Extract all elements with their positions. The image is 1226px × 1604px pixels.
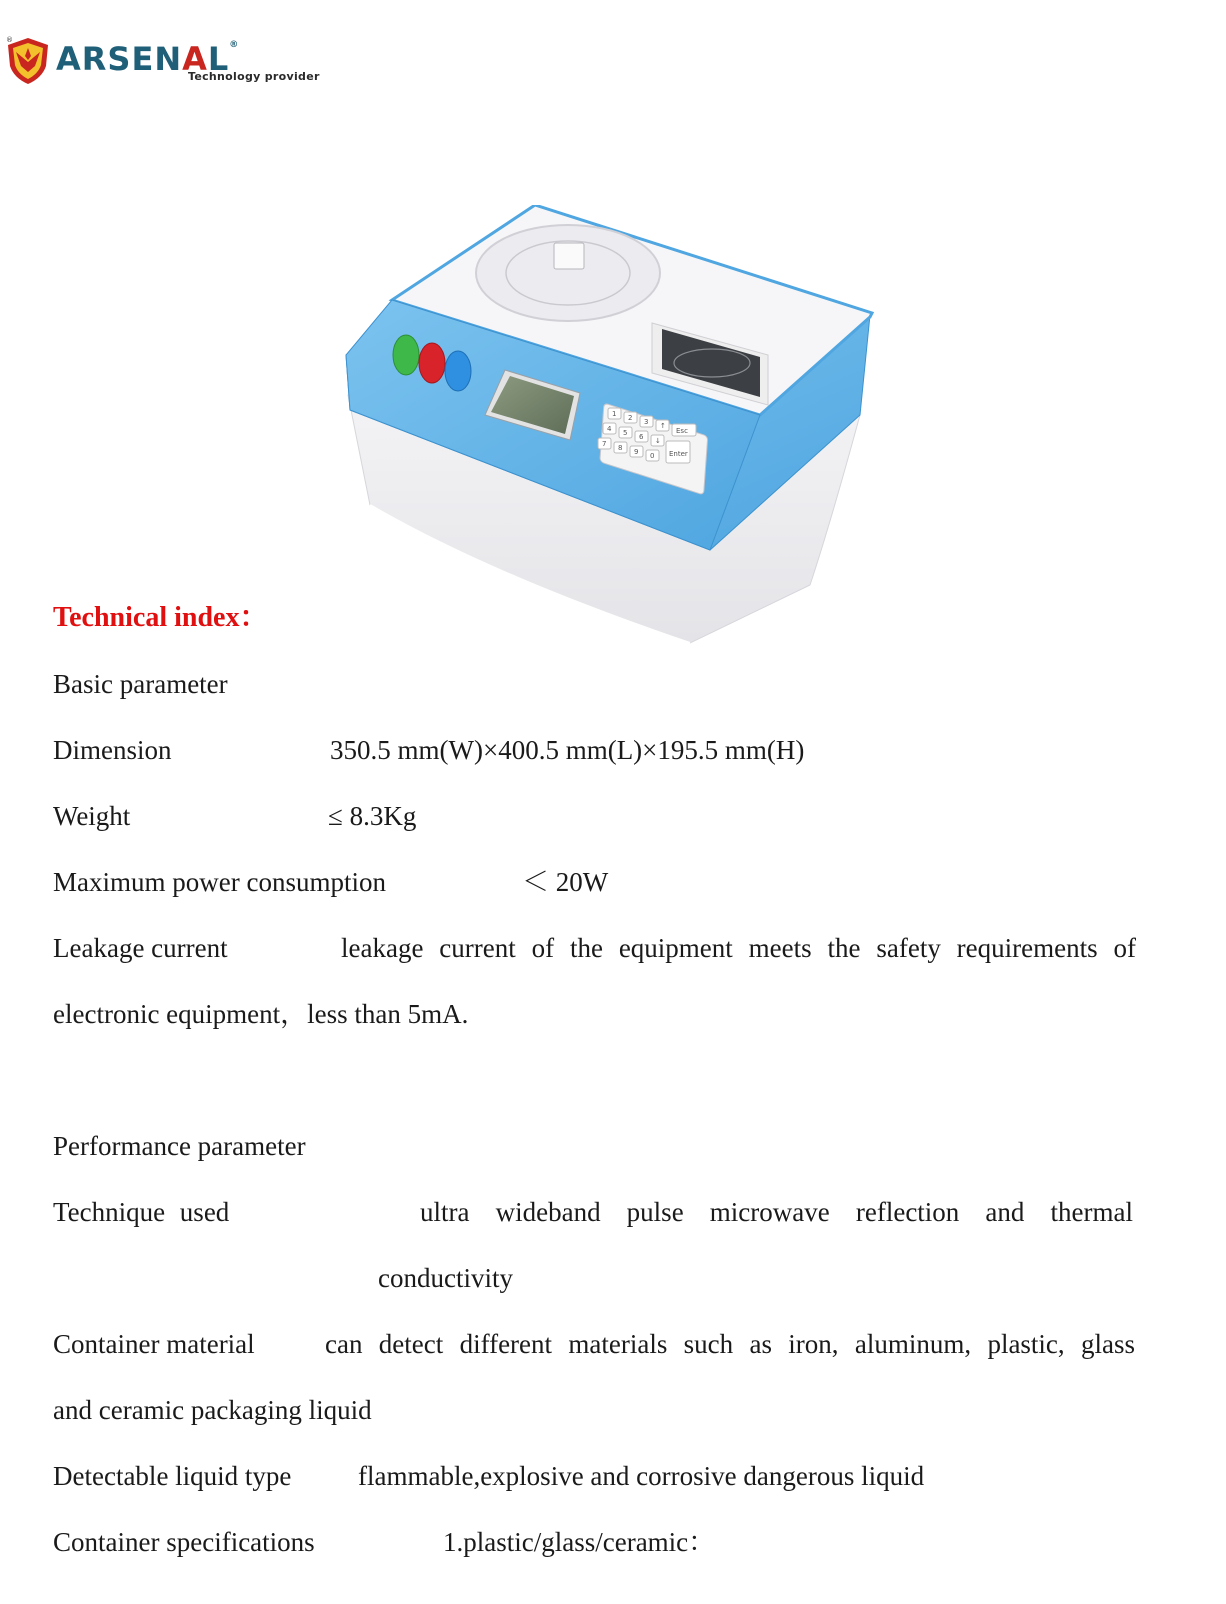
keypad-key-1 — [608, 408, 621, 419]
container-spec-value: 1.plastic/glass/ceramic： — [443, 1527, 716, 1557]
power-value: ＜ 20W — [522, 867, 609, 897]
keypad-key-label: 8 — [618, 444, 623, 452]
keypad-key-label: 9 — [634, 448, 639, 456]
weight-value: ≤ 8.3Kg — [328, 801, 417, 831]
keypad-key-esc — [672, 424, 696, 436]
leakage-value-line2: electronic equipment，less than 5mA. — [53, 999, 469, 1029]
keypad-key-label: 5 — [623, 429, 628, 437]
performance-parameter-title: Performance parameter — [53, 1131, 306, 1161]
keypad-key-3 — [640, 416, 653, 427]
keypad-key-label: Esc — [676, 427, 688, 435]
container-material-value-line2: and ceramic packaging liquid — [53, 1395, 372, 1425]
keypad-key-label: ↑ — [660, 422, 666, 430]
keypad-key-up — [656, 420, 669, 431]
keypad-key-5 — [619, 427, 632, 438]
leakage-label: Leakage current — [53, 933, 228, 963]
brand-name-part1: ARSEN — [56, 40, 183, 78]
keypad-key-6 — [635, 431, 648, 442]
keypad-key-enter — [666, 441, 690, 463]
dimension-label: Dimension — [53, 735, 172, 765]
keypad-key-label: 1 — [612, 410, 617, 418]
technique-value-line1: ultra wideband pulse microwave reflection and thermal — [420, 1197, 1133, 1227]
technique-label: Technique used — [53, 1197, 230, 1227]
keypad-key-label: 2 — [628, 414, 633, 422]
keypad-key-label: 0 — [650, 452, 655, 460]
liquid-type-label: Detectable liquid type — [53, 1461, 292, 1491]
technique-value-line2: conductivity — [378, 1263, 513, 1293]
brand-name-part3: L — [207, 40, 230, 78]
leakage-value-line1: leakage current of the equipment meets the safety requirements of — [341, 933, 1136, 963]
keypad-key-8 — [614, 442, 627, 453]
liquid-type-value: flammable,explosive and corrosive dangerous liquid — [358, 1461, 925, 1491]
logo-registered-mark: ® — [6, 36, 13, 44]
keypad-key-4 — [603, 423, 616, 434]
keypad-key-0 — [646, 450, 659, 461]
keypad-key-7 — [598, 438, 611, 449]
container-material-label: Container material — [53, 1329, 255, 1359]
keypad-key-label: 3 — [644, 418, 649, 426]
keypad-key-2 — [624, 412, 637, 423]
basic-parameter-title: Basic parameter — [53, 669, 228, 699]
brand-logo — [4, 36, 334, 92]
keypad-key-label: 7 — [602, 440, 607, 448]
brand-tagline: Technology provider — [188, 70, 320, 83]
keypad-key-label: 4 — [607, 425, 612, 433]
technical-index-heading: Technical index： — [53, 602, 268, 633]
brand-name-part2: A — [182, 40, 208, 78]
power-label: Maximum power consumption — [53, 867, 386, 897]
liquid-detector-device-image — [340, 205, 900, 655]
weight-label: Weight — [53, 801, 131, 831]
keypad-key-label: 6 — [639, 433, 644, 441]
keypad-key-label: Enter — [669, 450, 688, 458]
keypad-key-9 — [630, 446, 643, 457]
brand-registered: ® — [229, 40, 240, 50]
container-spec-label: Container specifications — [53, 1527, 315, 1557]
keypad-key-label: ↓ — [655, 437, 661, 445]
container-material-value-line1: can detect different materials such as iron, aluminum, plastic, glass — [325, 1329, 1135, 1359]
keypad-key-down — [651, 435, 664, 446]
dimension-value: 350.5 mm(W)×400.5 mm(L)×195.5 mm(H) — [330, 735, 805, 765]
